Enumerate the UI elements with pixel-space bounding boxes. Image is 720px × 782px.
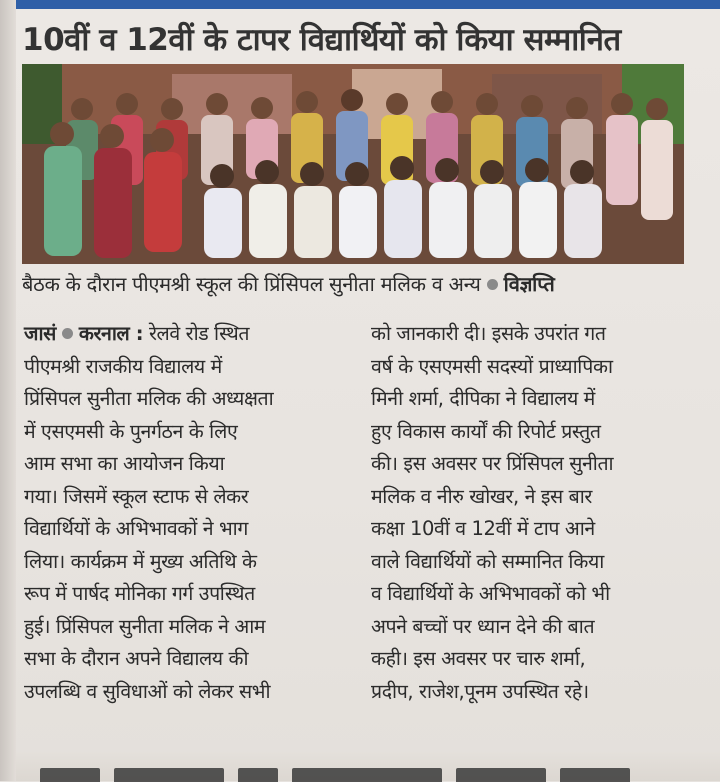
article-line: वाले विद्यार्थियों को सम्मानित किया — [371, 549, 604, 573]
group-photo — [22, 64, 684, 264]
article-line: विद्यार्थियों के अभिभावकों ने भाग — [24, 517, 248, 540]
article-line: मलिक व नीरु खोखर, ने इस बार — [371, 484, 592, 508]
article-line: आम सभा का आयोजन किया — [24, 452, 225, 475]
article-line: अपने बच्चों पर ध्यान देने की बात — [371, 614, 595, 638]
article-line: सभा के दौरान अपने विद्यालय की — [24, 647, 249, 670]
caption-credit: विज्ञप्ति — [503, 272, 555, 296]
article-line: हुए विकास कार्यों की रिपोर्ट प्रस्तुत — [371, 419, 601, 443]
article-line — [24, 318, 354, 351]
article-line-text: रेलवे रोड स्थित — [148, 322, 250, 345]
dateline-source: जासं — [24, 322, 56, 345]
dateline-place: करनाल : — [78, 322, 144, 345]
article-column-left — [24, 318, 354, 708]
article-line: लिया। कार्यक्रम में मुख्य अतिथि के — [24, 549, 257, 573]
article-line: कही। इस अवसर पर चारु शर्मा, — [371, 647, 586, 670]
article-column-right — [371, 318, 701, 708]
cropped-next-headline — [40, 768, 690, 782]
article-line: रूप में पार्षद मोनिका गर्ग उपस्थित — [24, 582, 255, 605]
article-line: मिनी शर्मा, दीपिका ने विद्यालय में — [371, 387, 595, 410]
article-line: व विद्यार्थियों के अभिभावकों को भी — [371, 582, 610, 605]
article-line: हुई। प्रिंसिपल सुनीता मलिक ने आम — [24, 614, 266, 638]
caption-text: बैठक के दौरान पीएमश्री स्कूल की प्रिंसिपल सुनीता मलिक व अन्य — [22, 272, 481, 296]
top-color-bar — [0, 0, 720, 9]
article-line: को जानकारी दी। इसके उपरांत गत — [371, 322, 606, 345]
article-line: पीएमश्री राजकीय विद्यालय में — [24, 354, 222, 378]
article-line: उपलब्धि व सुविधाओं को लेकर सभी — [24, 679, 271, 703]
article-line: गया। जिसमें स्कूल स्टाफ से लेकर — [24, 484, 249, 508]
page-edge — [0, 0, 16, 781]
article-line: कक्षा 10वीं व 12वीं में टाप आने — [371, 517, 595, 540]
article-line: वर्ष के एसएमसी सदस्यों प्राध्यापिका — [371, 354, 613, 378]
bullet-dot-icon — [487, 279, 498, 290]
bullet-dot-icon — [62, 328, 73, 339]
article-line: की। इस अवसर पर प्रिंसिपल सुनीता — [371, 452, 614, 475]
article-headline: 10वीं व 12वीं के टापर विद्यार्थियों को किया सम्मानित — [22, 22, 621, 58]
photo-caption — [22, 270, 684, 304]
article-line: प्रदीप, राजेश,पूनम उपस्थित रहे। — [371, 679, 589, 703]
article-line: में एसएमसी के पुनर्गठन के लिए — [24, 419, 238, 443]
article-line: प्रिंसिपल सुनीता मलिक की अध्यक्षता — [24, 387, 274, 410]
